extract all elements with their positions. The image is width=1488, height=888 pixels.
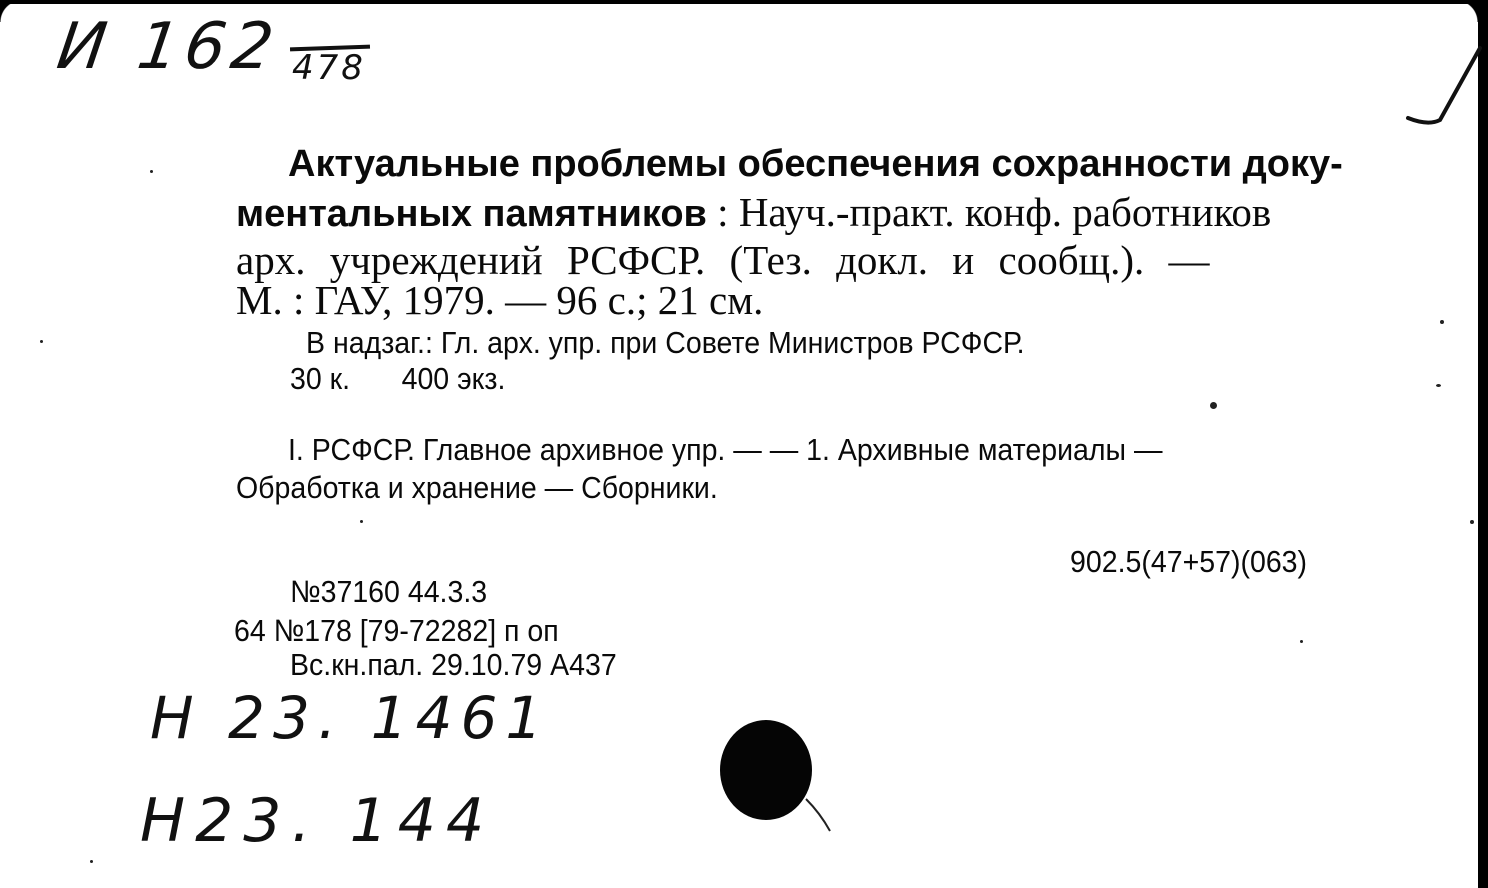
ink-speck [40, 340, 43, 343]
ink-speck [1300, 640, 1303, 643]
card-punch-hole [720, 720, 812, 820]
ink-speck [1440, 320, 1444, 324]
subject-headings-line-1: I. РСФСР. Главное архивное упр. — — 1. Архивные материалы — [288, 432, 1163, 467]
checkmark-icon [1400, 40, 1484, 136]
ink-speck [360, 520, 363, 523]
ink-speck [1470, 520, 1474, 524]
title-line-1: Актуальные проблемы обеспечения сохранности доку- [288, 143, 1343, 185]
ink-speck [150, 170, 153, 173]
subject-headings-line-2: Обработка и хранение — Сборники. [236, 470, 718, 505]
handwritten-shelfmark-2: Н23. 144 [140, 786, 495, 856]
udc-classification: 902.5(47+57)(063) [1070, 544, 1308, 579]
hole-tear-mark [800, 795, 840, 835]
header-note: В надзаг.: Гл. арх. упр. при Совете Министров РСФСР. [306, 325, 1025, 360]
title-line-3: арх. учреждений РСФСР. (Тез. докл. и сообщ.). — [236, 237, 1210, 283]
registry-line-1: №37160 44.3.3 [290, 574, 488, 609]
card-corner [0, 0, 22, 22]
card-frame-top [0, 0, 1488, 4]
ink-speck [1210, 402, 1217, 409]
registry-line-3: Вс.кн.пал. 29.10.79 А437 [290, 647, 617, 682]
handwritten-shelfmark-top: И 162 [52, 10, 284, 84]
imprint-line: М. : ГАУ, 1979. — 96 с.; 21 см. [236, 277, 764, 323]
price-line: 30 к. 400 экз. [290, 361, 506, 396]
ink-speck [90, 860, 93, 863]
title-line-2: ментальных памятников : Науч.-практ. конф. работников [236, 189, 1272, 235]
handwritten-shelfmark-fraction: 478 [292, 48, 366, 88]
ink-speck [1436, 384, 1441, 387]
card-corner [1456, 0, 1478, 22]
registry-line-2: 64 №178 [79-72282] п оп [234, 613, 559, 648]
handwritten-shelfmark-1: Н 23. 1461 [150, 684, 551, 752]
